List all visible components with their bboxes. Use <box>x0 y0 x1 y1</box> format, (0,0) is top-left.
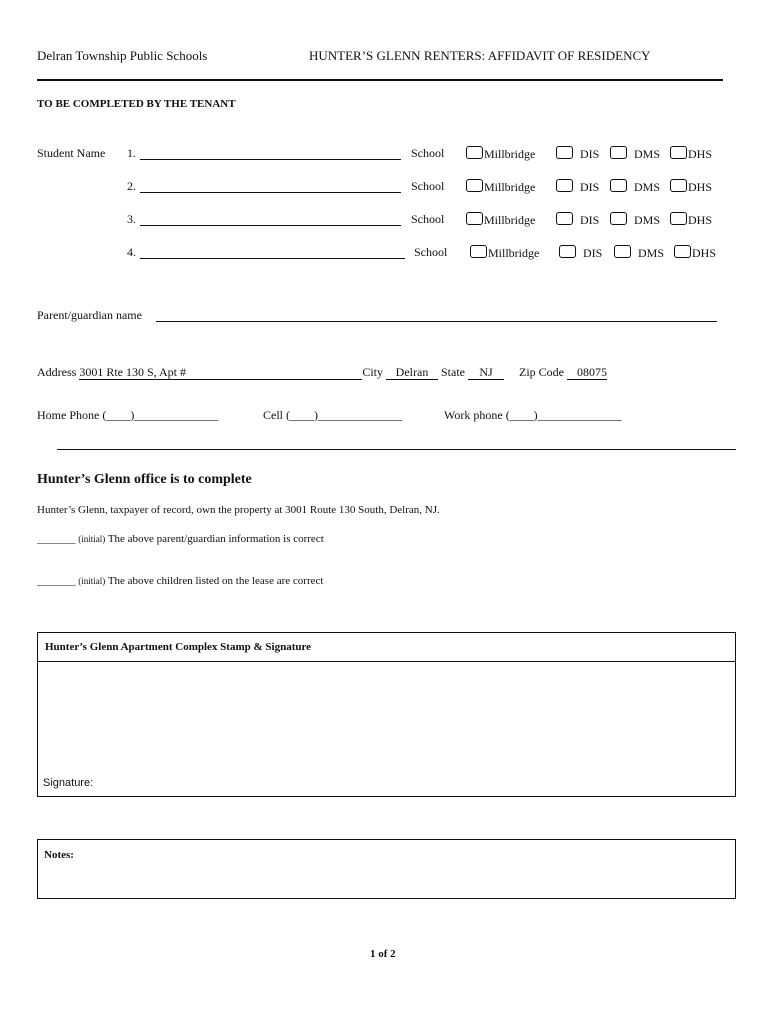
checkbox-millbridge[interactable] <box>466 212 483 225</box>
work-phone-field[interactable]: Work phone (____)______________ <box>444 408 622 422</box>
school-option-dhs[interactable] <box>670 212 712 228</box>
school-option-dms[interactable] <box>610 179 660 195</box>
school-option-dis[interactable] <box>556 179 599 195</box>
initial-label-2: (initial) <box>78 576 106 586</box>
school-option-dms[interactable] <box>614 245 664 261</box>
student-number: 4. <box>127 245 136 259</box>
student-name-field[interactable] <box>140 192 401 193</box>
state-field[interactable] <box>468 365 504 380</box>
school-option-dms[interactable] <box>610 212 660 228</box>
notes-label: Notes: <box>44 849 74 861</box>
header-district: Delran Township Public Schools <box>37 48 208 63</box>
section-divider <box>57 449 736 450</box>
checkbox-dms[interactable] <box>614 245 631 258</box>
checkbox-millbridge[interactable] <box>466 179 483 192</box>
school-option-dhs[interactable] <box>674 245 716 261</box>
school-option-label: Millbridge <box>484 213 536 227</box>
school-option-dhs[interactable] <box>670 146 712 162</box>
header-rule <box>37 79 723 81</box>
checkbox-dis[interactable] <box>556 146 573 159</box>
school-option-label: DMS <box>634 147 661 161</box>
checkbox-millbridge[interactable] <box>466 146 483 159</box>
checkbox-dis[interactable] <box>559 245 576 258</box>
school-label: School <box>411 146 445 160</box>
page-number: 1 of 2 <box>370 948 396 960</box>
school-option-dis[interactable] <box>559 245 602 261</box>
school-label: School <box>411 212 445 226</box>
school-option-label: DMS <box>634 213 661 227</box>
checkbox-dis[interactable] <box>556 212 573 225</box>
school-option-label: DIS <box>583 246 603 260</box>
zip-value: 08075 <box>577 365 607 379</box>
stamp-signature-box[interactable] <box>37 632 736 797</box>
school-option-label: Millbridge <box>488 246 540 260</box>
parent-guardian-label: Parent/guardian name <box>37 308 142 322</box>
school-label: School <box>414 245 448 259</box>
cell-phone-field[interactable]: Cell (____)______________ <box>263 408 402 422</box>
header-form-title: HUNTER’S GLENN RENTERS: AFFIDAVIT OF RESIDENCY <box>309 48 651 63</box>
zip-label: Zip Code <box>519 365 564 379</box>
checkbox-dhs[interactable] <box>670 146 687 159</box>
school-option-label: DIS <box>580 147 600 161</box>
checkbox-dms[interactable] <box>610 212 627 225</box>
notes-box[interactable] <box>37 839 736 899</box>
student-number: 3. <box>127 212 136 226</box>
student-name-field[interactable] <box>140 225 401 226</box>
checkbox-dms[interactable] <box>610 179 627 192</box>
initial-label-1: (initial) <box>78 534 106 544</box>
office-heading: Hunter’s Glenn office is to complete <box>37 472 252 487</box>
student-name-label: Student Name <box>37 146 106 160</box>
school-option-label: DIS <box>580 213 600 227</box>
student-name-field[interactable] <box>140 258 405 259</box>
school-option-dis[interactable] <box>556 212 599 228</box>
signature-label: Signature: <box>43 777 94 789</box>
checkbox-dhs[interactable] <box>670 179 687 192</box>
state-label: State <box>441 365 465 379</box>
stamp-box-divider <box>38 661 735 662</box>
city-field[interactable] <box>386 365 438 380</box>
parent-guardian-field[interactable] <box>156 321 717 322</box>
school-option-dis[interactable] <box>556 146 599 162</box>
school-label: School <box>411 179 445 193</box>
school-option-label: DHS <box>692 246 717 260</box>
zip-field[interactable] <box>567 365 607 380</box>
school-option-dms[interactable] <box>610 146 660 162</box>
school-option-millbridge[interactable] <box>466 179 535 195</box>
initial-blank-2[interactable]: _______ <box>37 575 76 587</box>
checkbox-dms[interactable] <box>610 146 627 159</box>
initial-row-children <box>37 575 323 587</box>
address-value: 3001 Rte 130 S, Apt # <box>79 365 187 379</box>
stamp-box-title: Hunter’s Glenn Apartment Complex Stamp & Signature <box>45 641 312 653</box>
school-option-label: DHS <box>688 180 713 194</box>
school-option-label: DHS <box>688 213 713 227</box>
checkbox-dhs[interactable] <box>674 245 691 258</box>
student-number: 2. <box>127 179 136 193</box>
student-number: 1. <box>127 146 136 160</box>
school-option-label: DMS <box>638 246 665 260</box>
school-option-millbridge[interactable] <box>470 245 539 261</box>
initial-blank-1[interactable]: _______ <box>37 533 76 545</box>
check-children-list: The above children listed on the lease are correct <box>107 575 324 587</box>
school-option-label: DIS <box>580 180 600 194</box>
city-value: Delran <box>395 365 429 379</box>
checkbox-dhs[interactable] <box>670 212 687 225</box>
student-name-field[interactable] <box>140 159 401 160</box>
school-option-label: Millbridge <box>484 180 536 194</box>
school-option-millbridge[interactable] <box>466 212 535 228</box>
state-value: NJ <box>479 365 493 379</box>
section-tenant-heading: TO BE COMPLETED BY THE TENANT <box>37 98 236 110</box>
address-row <box>37 365 607 380</box>
checkbox-millbridge[interactable] <box>470 245 487 258</box>
school-option-millbridge[interactable] <box>466 146 535 162</box>
checkbox-dis[interactable] <box>556 179 573 192</box>
office-statement: Hunter’s Glenn, taxpayer of record, own the property at 3001 Route 130 South, Delran, NJ. <box>37 504 440 516</box>
check-parent-info: The above parent/guardian information is correct <box>107 533 324 545</box>
initial-row-parent <box>37 533 324 545</box>
school-option-dhs[interactable] <box>670 179 712 195</box>
school-option-label: DHS <box>688 147 713 161</box>
city-label: City <box>362 365 383 379</box>
school-option-label: Millbridge <box>484 147 536 161</box>
address-field[interactable] <box>79 365 362 380</box>
address-label: Address <box>37 365 77 379</box>
home-phone-field[interactable]: Home Phone (____)______________ <box>37 408 219 422</box>
school-option-label: DMS <box>634 180 661 194</box>
